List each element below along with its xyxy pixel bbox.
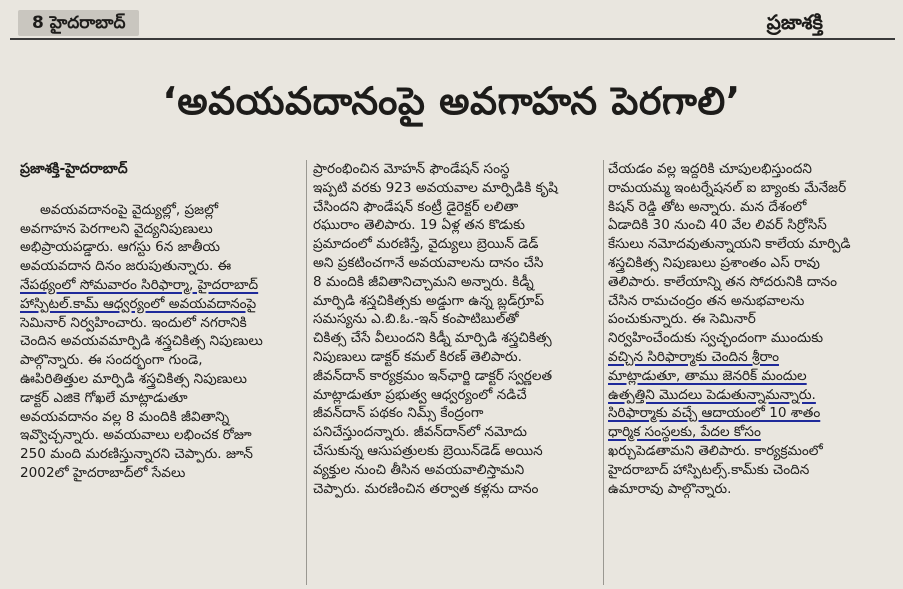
article-line: సెమినార్ నిర్వహించారు. ఇందులో నగరానికి [20, 314, 247, 331]
header-rule [10, 8, 895, 40]
article-line: ఖర్చుపెడతామని తెలిపారు. కార్యక్రమంలో [608, 442, 823, 459]
article-line: తెలిపారు. కాలేయాన్ని తన సోదరునికి దానం [608, 273, 838, 290]
article-line: రామయమ్మ ఇంటర్నేషనల్ ఐ బ్యాంకు మేనేజర్ [608, 179, 847, 196]
article-line: జీవన్‌దాన్ కార్యక్రమం ఇన్‌ఛార్జి డాక్టర్ స్వర్ణలత [313, 367, 553, 384]
article-line: శస్త్రచికిత్స నిపుణులు ప్రశాంతం ఎస్ రావు [608, 254, 820, 271]
article-line: ప్రారంభించిన మోహన్ ఫౌండేషన్ సంస్థ [313, 161, 510, 177]
dateline: ప్రజాశక్తి-హైదరాబాద్ [20, 161, 128, 177]
article-line: ఇవ్వొచ్చన్నారు. అవయవాలు లభించక రోజూ [20, 427, 252, 444]
article-line: ఏడాదికి 30 నుంచి 40 వేల లివర్ సిర్రోసిస్ [608, 217, 827, 234]
article-line: చేయడం వల్ల ఇద్దరికి చూపులభిస్తుందని [608, 161, 812, 177]
article-line: హాస్పిటల్.కామ్ ఆధ్వర్యంలో అవయవదానంపై [20, 295, 257, 312]
article-line: నేపథ్యంలో సోమవారం సిరిఫార్మా, హైదరాబాద్ [20, 276, 259, 293]
article-line: అని ప్రకటించగానే అవయవాలను దానం చేసి [313, 254, 544, 271]
article-line: జీవన్‌దాన్ పథకం నిమ్స్ కేంద్రంగా [313, 405, 484, 422]
article-column-1 [20, 160, 300, 585]
article-line: పాల్గొన్నారు. ఈ సందర్భంగా గుండె, [20, 352, 203, 369]
article-line: 8 మందికి జీవితానిచ్చామని అన్నారు. కిడ్నీ [313, 273, 534, 290]
article-line: చెందిన అవయవమార్పిడి శస్త్రచికిత్స నిపుణులు [20, 333, 263, 350]
article-line: డాక్టర్ ఎజికె గోఖలే మాట్లాడుతూ [20, 389, 188, 406]
article-line: మాట్లాడుతూ, తాము జెనరిక్ మందుల [608, 367, 807, 384]
article-line: 2002లో హైదరాబాద్‌లో సేవలు [20, 464, 186, 481]
article-line: చేసిన రామచంద్రం తన అనుభవాలను [608, 292, 805, 309]
article-line: నిపుణులు డాక్టర్ కమల్ కిరణ్ తెలిపారు. [313, 348, 522, 365]
article-line: 250 మంది మరణిస్తున్నారని చెప్పారు. జూన్ [20, 446, 253, 463]
article-line: చికిత్స చేసే వీలుందని కిడ్నీ మార్పిడి శస్త్రచికిత్స [313, 330, 552, 347]
article-line: ఇప్పటి వరకు 923 అవయవాల మార్పిడికి కృషి [313, 179, 558, 196]
article-line: పనిచేస్తుందన్నారు. జీవన్‌దాన్‌లో నమోదు [313, 424, 528, 441]
article-line: అభిప్రాయపడ్డారు. ఆగస్టు 6న జాతీయ [20, 239, 220, 256]
article-line: మాట్లాడుతూ ప్రభుత్వ ఆధ్వర్యంలో నడిచే [313, 386, 527, 403]
article-line: రఘురాం తెలిపారు. 19 ఏళ్ల తన కొడుకు [313, 217, 525, 234]
article-line: వచ్చిన సిరిఫార్మాకు చెందిన శ్రీరాం [608, 348, 779, 365]
article-line: పంచుకున్నారు. ఈ సెమినార్ [608, 311, 756, 328]
page-number-label: 8 హైదరాబాద్ [18, 10, 139, 36]
article-line: చెప్పారు. మరణించిన తర్వాత కళ్లను దానం [313, 480, 539, 497]
newspaper-brand: ప్రజాశక్తి [766, 10, 823, 34]
article-line: ఊపిరితిత్తుల మార్పిడి శస్త్రచికిత్స నిపుణులు [20, 370, 247, 387]
article-line: వ్యక్తుల నుంచి తీసిన అవయవాలిస్తామని [313, 461, 525, 478]
article-line: ప్రమాదంలో మరణిస్తే, వైద్యులు బ్రెయిన్ డెడ్ [313, 236, 539, 253]
article-line: అవయవదాన దినం జరుపుతున్నారు. ఈ [20, 258, 232, 275]
article-line: అవగాహన పెరగాలని వైద్యనిపుణులు [20, 220, 213, 237]
article-line: సిరిఫార్మాకు వచ్చే ఆదాయంలో 10 శాతం [608, 405, 821, 422]
article-line: సమస్యను ఎ.బి.ఓ.-ఇన్ కంపాటిబుల్‌తో [313, 311, 519, 328]
article-line: కిషన్ రెడ్డి తోట అన్నారు. మన దేశంలో [608, 198, 807, 215]
headline: ‘అవయవదానంపై అవగాహన పెరగాలి’ [162, 79, 741, 123]
column-divider [306, 160, 307, 585]
article-line: అవయవదానం వల్ల 8 మందికి జీవితాన్ని [20, 408, 230, 425]
article-line: మార్పిడి శస్త్రచికిత్సకు అడ్డుగా ఉన్న బ్లడ్‌గ్రూప్ [313, 292, 545, 309]
article-line: చేసిందని ఫౌండేషన్ కంట్రీ డైరెక్టర్ లలితా [313, 198, 519, 215]
article-line: ఉమారావు పాల్గొన్నారు. [608, 480, 732, 497]
column-divider [603, 160, 604, 585]
article-line: కేసులు నమోదవుతున్నాయని కాలేయ మార్పిడి [608, 236, 851, 253]
article-column-2 [313, 160, 600, 585]
article-line: ధార్మిక సంస్థలకు, పేదల కోసం [608, 424, 761, 441]
article-line: నిర్వహించేందుకు స్వచ్ఛందంగా ముందుకు [608, 330, 824, 347]
article-column-3 [608, 160, 892, 585]
article-line: అవయవదానంపై వైద్యుల్లో, ప్రజల్లో [40, 201, 219, 218]
article-line: ఉత్పత్తిని మొదలు పెడుతున్నామన్నారు. [608, 386, 816, 403]
article-line: హైదరాబాద్ హాస్పిటల్స్.కామ్‌కు చెందిన [608, 461, 810, 478]
article-line: చేసుకున్న ఆసుపత్రులకు బ్రెయిన్‌డెడ్ అయిన [313, 442, 543, 459]
